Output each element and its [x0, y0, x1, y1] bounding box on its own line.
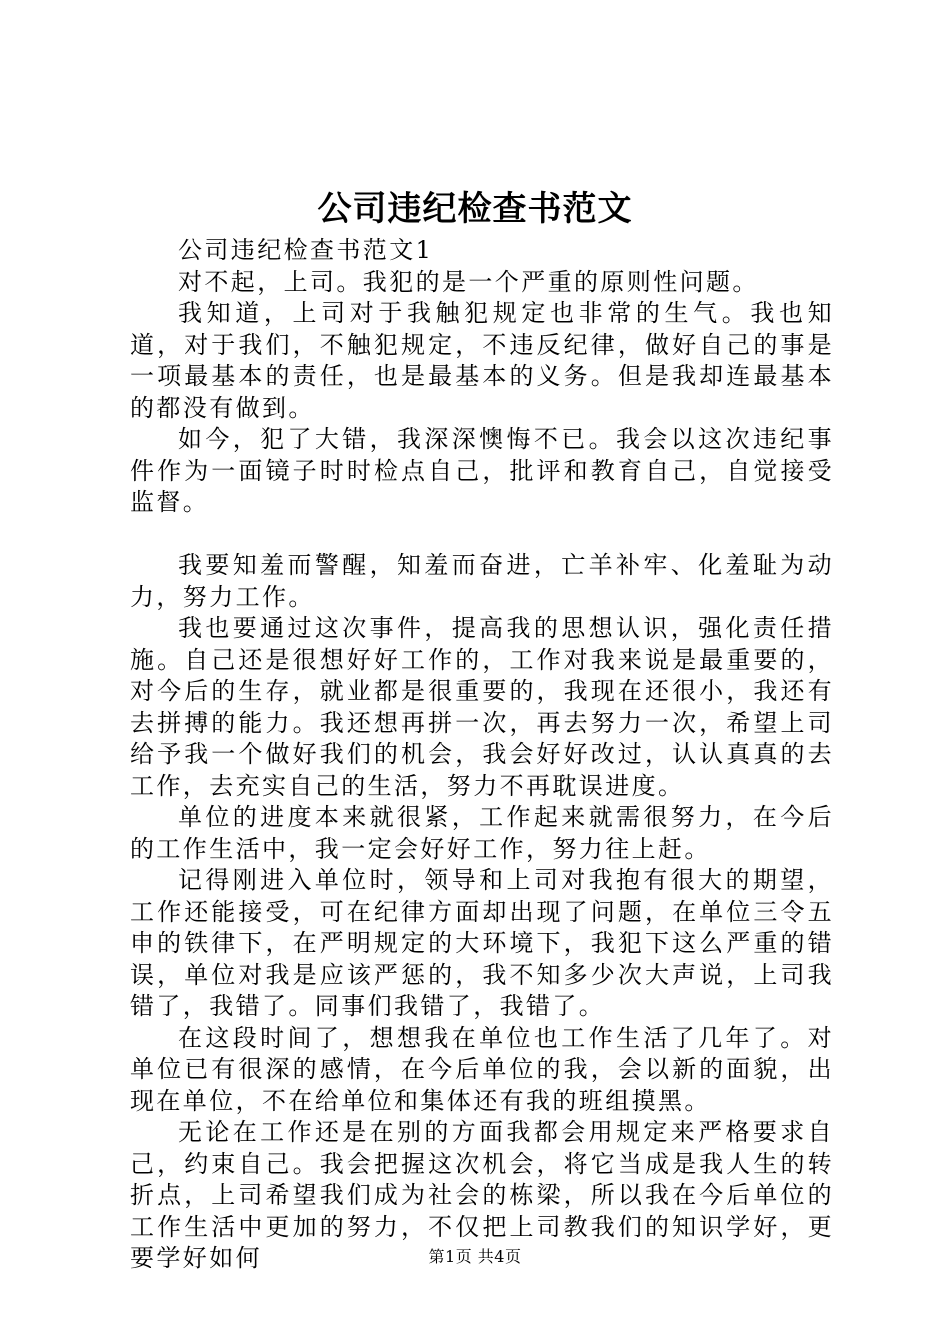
paragraph: 我要知羞而警醒，知羞而奋进，亡羊补牢、化羞耻为动力，努力工作。: [130, 551, 834, 611]
document-body: [130, 235, 834, 1275]
paragraph: 我也要通过这次事件，提高我的思想认识，强化责任措施。自己还是很想好好工作的，工作对我来说是最重要的，对今后的生存，就业都是很重要的，我现在还很小，我还有去拼搏的能力。我还想再拼一次，再去努力一次，希望上司给予我一个做好我们的机会，我会好好改过，认认真真的去工作，去充实自己的生活，努力不再耽误进度。: [130, 614, 834, 800]
paragraph: 记得刚进入单位时，领导和上司对我抱有很大的期望，工作还能接受，可在纪律方面却出现了问题，在单位三令五申的铁律下，在严明规定的大环境下，我犯下这么严重的错误，单位对我是应该严惩的，我不知多少次大声说，上司我错了，我错了。同事们我错了，我错了。: [130, 866, 834, 1020]
page-title: 公司违纪检查书范文: [317, 189, 633, 229]
page-number: 第1页 共4页: [428, 1247, 522, 1266]
paragraph: 无论在工作还是在别的方面我都会用规定来严格要求自己，约束自己。我会把握这次机会，将它当成是我人生的转折点，上司希望我们成为社会的栋梁，所以我在今后单位的工作生活中更加的努力，不仅把上司教我们的知识学好，更要学好如何: [130, 1118, 834, 1272]
paragraph: 我知道，上司对于我触犯规定也非常的生气。我也知道，对于我们，不触犯规定，不违反纪律，做好自己的事是一项最基本的责任，也是最基本的义务。但是我却连最基本的都没有做到。: [130, 299, 834, 422]
paragraph: 单位的进度本来就很紧，工作起来就需很努力，在今后的工作生活中，我一定会好好工作，努力往上赶。: [130, 803, 834, 863]
paragraph: 如今，犯了大错，我深深懊悔不已。我会以这次违纪事件作为一面镜子时时检点自己，批评和教育自己，自觉接受监督。: [130, 425, 834, 516]
section-heading: 公司违纪检查书范文1: [178, 236, 434, 264]
paragraph: 在这段时间了，想想我在单位也工作生活了几年了。对单位已有很深的感情，在今后单位的我，会以新的面貌，出现在单位，不在给单位和集体还有我的班组摸黑。: [130, 1023, 834, 1115]
paragraph: 对不起，上司。我犯的是一个严重的原则性问题。: [178, 267, 759, 296]
